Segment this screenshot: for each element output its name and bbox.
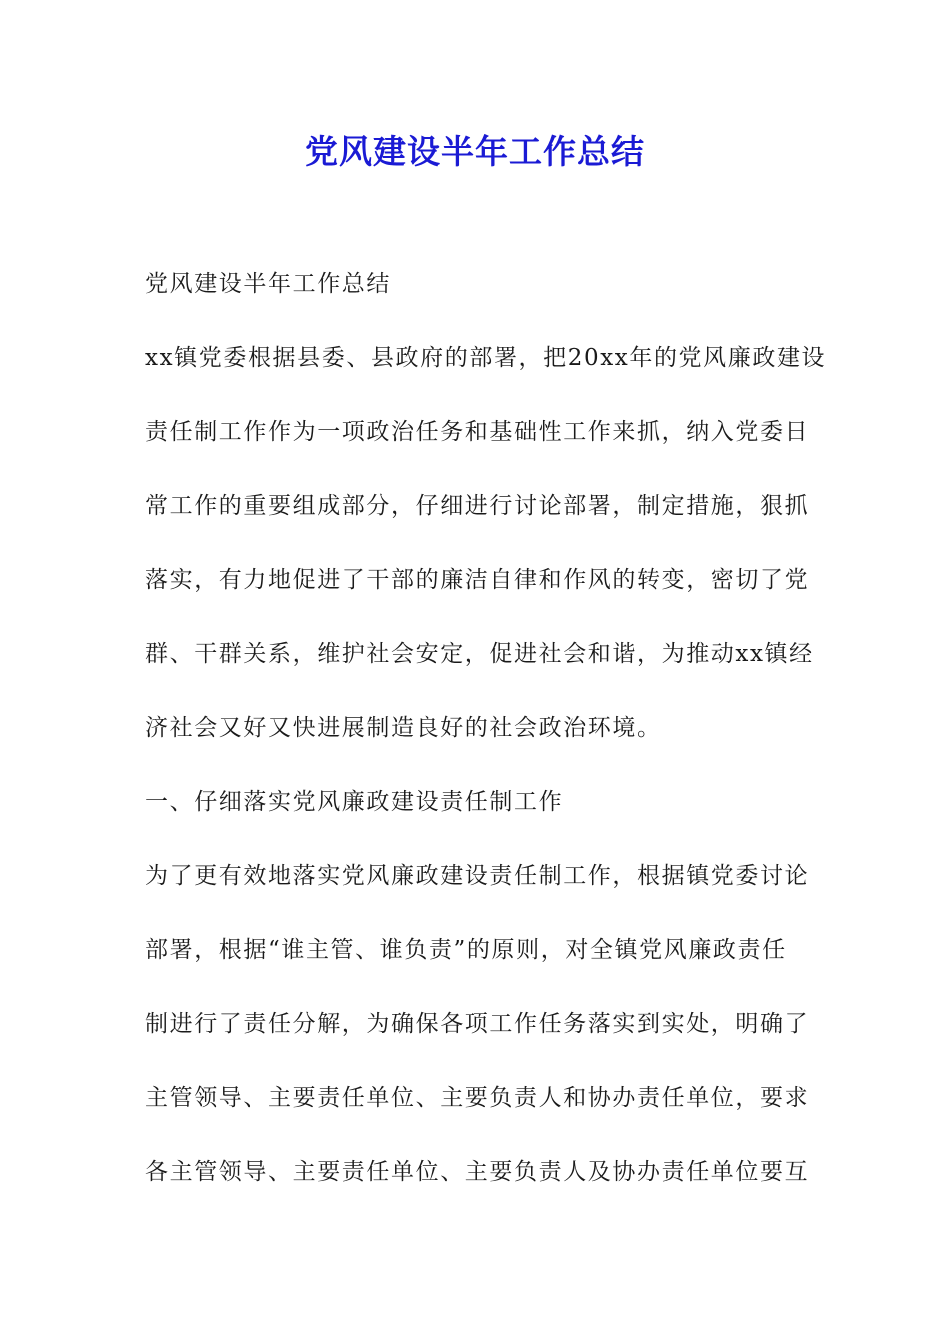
text-line: 常工作的重要组成部分，仔细进行讨论部署，制定措施，狠抓	[145, 493, 810, 519]
text-line: xx镇党委根据县委、县政府的部署，把20xx年的党风廉政建设	[145, 345, 827, 371]
paragraph-intro	[145, 336, 827, 751]
paragraph-section-1	[145, 854, 810, 1195]
text-line: 主管领导、主要责任单位、主要负责人和协办责任单位，要求	[145, 1085, 810, 1111]
text-line: 部署，根据“谁主管、谁负责”的原则，对全镇党风廉政责任	[145, 937, 787, 963]
text-line: 群、干群关系，维护社会安定，促进社会和谐，为推动xx镇经	[145, 641, 814, 667]
text-line: 落实，有力地促进了干部的廉洁自律和作风的转变，密切了党	[145, 567, 810, 593]
section-heading	[145, 780, 810, 825]
text-line: 责任制工作作为一项政治任务和基础性工作来抓，纳入党委日	[145, 419, 810, 445]
text-line: 济社会又好又快进展制造良好的社会政治环境。	[145, 715, 662, 741]
document-body	[145, 262, 827, 1195]
text-line: 制进行了责任分解，为确保各项工作任务落实到实处，明确了	[145, 1011, 810, 1037]
text-line: 一、仔细落实党风廉政建设责任制工作	[145, 789, 564, 815]
paragraph-subtitle	[145, 262, 810, 307]
text-line: 各主管领导、主要责任单位、主要负责人及协办责任单位要互	[145, 1159, 810, 1185]
document-title: 党风建设半年工作总结	[305, 132, 645, 171]
text-line: 党风建设半年工作总结	[145, 271, 391, 297]
text-line: 为了更有效地落实党风廉政建设责任制工作，根据镇党委讨论	[145, 863, 810, 889]
